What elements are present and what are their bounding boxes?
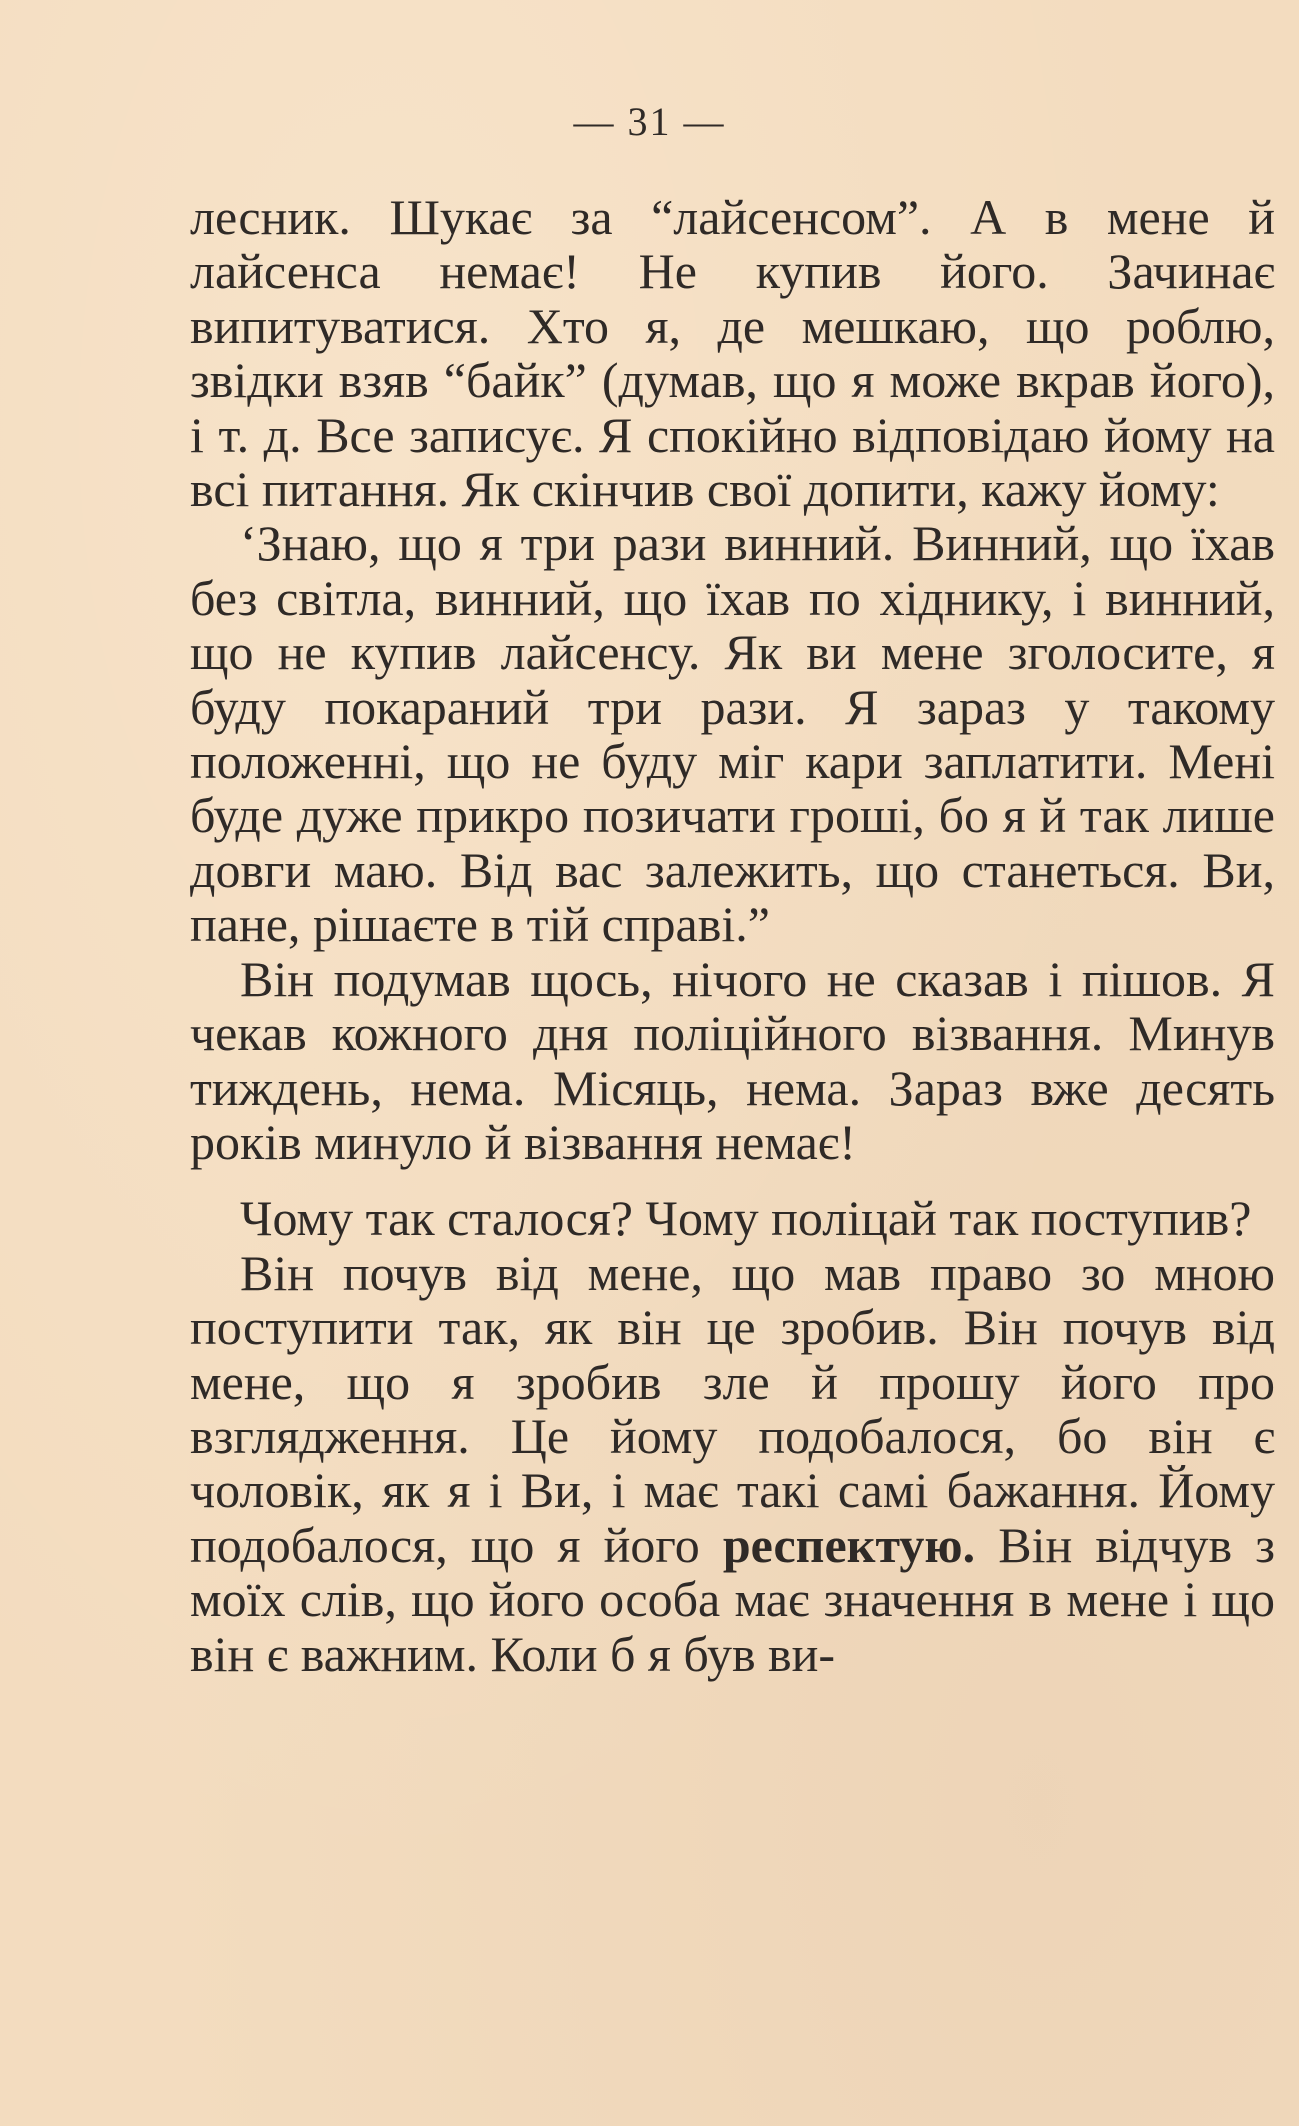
bold-word: респектую. (722, 1516, 976, 1573)
paragraph: ‘Знаю, що я три рази винний. Винний, що їхав без світла, винний, що їхав по хіднику, і винний, що не купив лайсенсу. Як ви мене зголосите, я буду покараний три рази. Я зараз у такому положенні, що не буду міг кари заплатити. Мені буде дуже прикро позичати гроші, бо я й так лише довги маю. Від вас залежить, що станеться. Ви, пане, рішаєте в тій справі.” (190, 515, 1275, 953)
paragraph: лесник. Шукає за “лайсенсом”. А в мене й лайсенса немає! Не купив його. Зачинає випитуватися. Хто я, де мешкаю, що роблю, звідки взяв “байк” (думав, що я може вкрав його), і т. д. Все записує. Я спокійно відповідаю йому на всі питання. Як скінчив свої допити, кажу йому: (190, 189, 1275, 518)
paragraph-text: Він відчув з моїх слів, що його особа має значення в мене і що він є важним. Коли б я був ви- (190, 1516, 1276, 1682)
paragraph-text: Він почув від мене, що мав право зо мною поступити так, як він це зробив. Він почув від мене, що я зробив зле й прошу його про взглядження. Це йому подобалося, бо він є чоловік, як я і Ви, і має такі самі бажання. Йому подобалося, що я його (190, 1244, 1275, 1573)
paragraph (190, 1246, 1275, 1681)
body-text (190, 190, 1275, 1681)
page-number: — 31 — (573, 99, 726, 144)
paragraph: Він подумав щось, нічого не сказав і пішов. Я чекав кожного дня поліційного візвання. Минув тиждень, нема. Місяць, нема. Зараз вже десять років минуло й візвання немає! (190, 950, 1275, 1170)
paragraph: Чому так сталося? Чому поліцай так поступив? (240, 1190, 1252, 1247)
